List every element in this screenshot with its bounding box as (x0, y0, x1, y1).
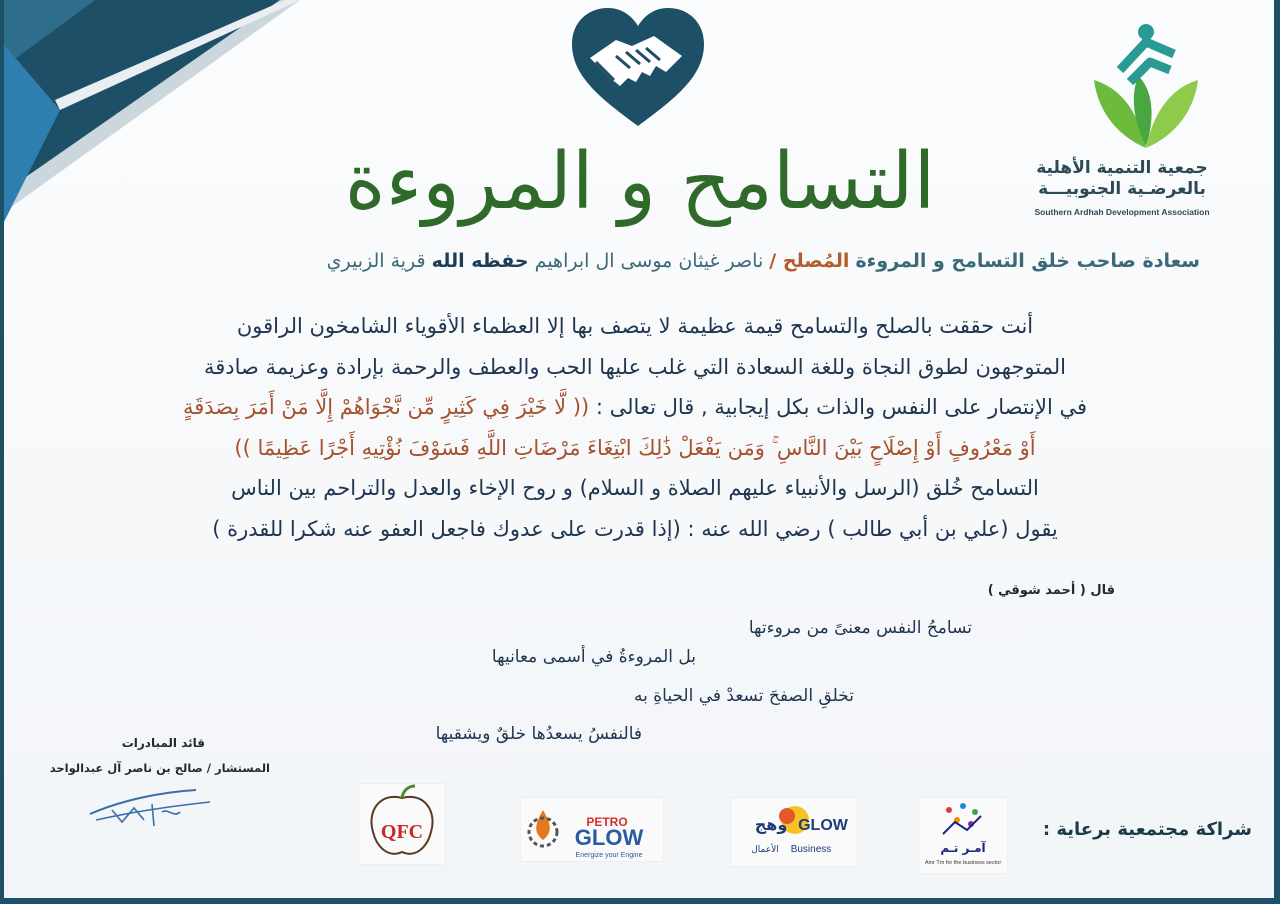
body-line-3 (30, 387, 1240, 428)
qfc-label: QFC (380, 821, 424, 843)
body-line-1: أنت حققت بالصلح والتسامح قيمة عظيمة لا يتصف بها إلا العظماء الأقوياء الشامخون الراقون (236, 314, 1034, 338)
certificate-body (30, 306, 1240, 549)
handshake-heart-icon (570, 6, 706, 128)
body-line-3-intro: في الإنتصار على النفس والذات بكل إيجابية , قال تعالى : (595, 395, 1088, 419)
poem-verse-2: بل المروءةُ في أسمى معانيها (491, 647, 696, 667)
frame-right (1274, 0, 1280, 904)
organization-logo-icon (1090, 18, 1202, 150)
sponsor-amr-tm-logo (918, 797, 1008, 874)
amr-english: Amr Tm for the business sector (924, 860, 1002, 866)
petroglow-tagline: Energize your Engine (575, 852, 643, 859)
chart-icon (943, 803, 981, 834)
sponsor-qfc-logo (358, 783, 446, 865)
honoree-village: قرية الزبيري (326, 250, 426, 272)
poem-verse-4: فالنفسُ يسعدُها خلقٌ ويشقيها (435, 724, 642, 744)
honoree-honorific: سعادة صاحب خلق التسامح و المروءة (855, 250, 1200, 272)
frame-left (0, 0, 4, 904)
petroglow-main: GLOW (574, 825, 644, 850)
organization-name-arabic (1012, 158, 1232, 201)
honoree-line (70, 250, 1200, 273)
corner-decoration (0, 0, 320, 230)
body-line-6: يقول (علي بن أبي طالب ) رضي الله عنه : (إذا قدرت على عدوك فاجعل العفو عنه شكرا للقدرة ) (212, 516, 1058, 541)
drop-icon (536, 810, 550, 840)
glow-main: GLOW (798, 817, 848, 834)
body-line-2: المتوجهون لطوق النجاة وللغة السعادة التي غلب عليها الحب والعطف والرحمة بإرادة وعزيمة صادقة (204, 354, 1066, 379)
glow-arabic-sub: الأعمال (751, 845, 779, 855)
honoree-role: المُصلح / (769, 250, 850, 272)
frame-bottom (0, 898, 1280, 904)
sponsor-petroglow-logo (520, 797, 664, 862)
poem-verse-3: تخلقِ الصفحَ تسعدْ في الحياةِ به (633, 686, 854, 706)
organization-name-english: Southern Ardhah Development Association (1034, 207, 1210, 217)
leader-name: المستشار / صالح بن ناصر آل عبدالواحد (49, 761, 270, 775)
amr-arabic: آمـر تـم (940, 841, 986, 855)
leader-title: قائد المبادرات (121, 736, 205, 750)
petroglow-top: PETRO (586, 815, 628, 829)
glow-arabic: وهج (754, 815, 788, 834)
quran-verse-part-2: أَوْ مَعْرُوفٍ أَوْ إِصْلَاحٍ بَيْنَ النَّاسِ ۚ وَمَن يَفْعَلْ ذَٰلِكَ ابْتِغَاءَ مَرْضَاتِ اللَّهِ فَسَوْفَ نُؤْتِيهِ أَجْرًا عَظِيمًا )) (234, 435, 1036, 460)
organization-name-line2: بالعرضـية الجنوبيـــة (1038, 179, 1206, 200)
sponsor-glow-business-logo (730, 797, 858, 867)
body-line-5: التسامح خُلق (الرسل والأنبياء عليهم الصلاة و السلام) و روح الإخاء والعدل والتراحم بين الناس (231, 476, 1039, 500)
quran-verse-part-1: (( لَّا خَيْرَ فِي كَثِيرٍ مِّن نَّجْوَاهُمْ إِلَّا مَنْ أَمَرَ بِصَدَقَةٍ (182, 395, 590, 419)
honoree-blessing: حفظه الله (431, 250, 529, 272)
poem-verse-1: تسامحُ النفس معنىً من مروءتها (748, 618, 972, 638)
organization-name-line1: جمعية التنمية الأهلية (1036, 158, 1208, 178)
honoree-name: ناصر غيثان موسى ال ابراهيم (534, 250, 764, 272)
partnership-label: شراكة مجتمعية برعاية : (1042, 819, 1252, 840)
glow-sub: Business (790, 844, 832, 855)
signature-image (82, 782, 224, 832)
certificate-title: التسامح و المروءة (344, 137, 936, 227)
poem-attribution: قال ( أحمد شوقي ) (987, 583, 1115, 598)
apple-icon (359, 784, 445, 864)
